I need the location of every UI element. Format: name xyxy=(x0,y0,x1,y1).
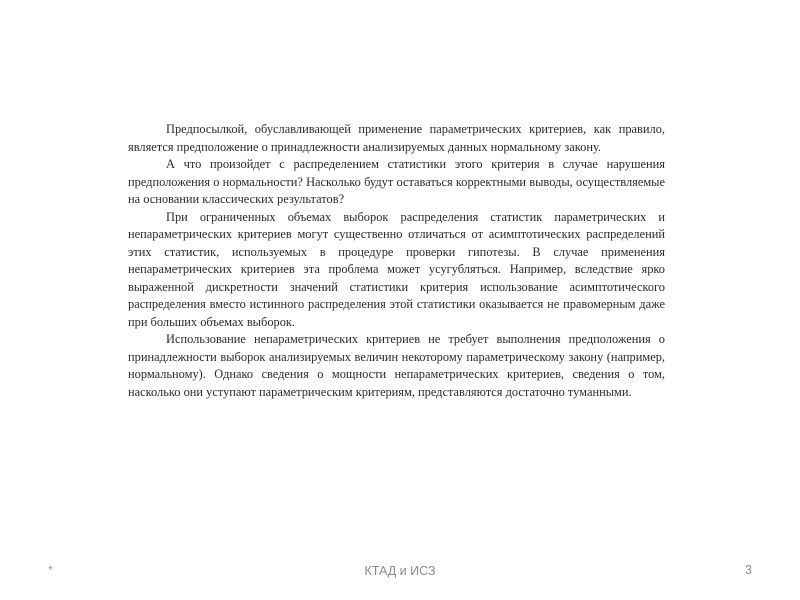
footer-marker: * xyxy=(48,563,53,577)
body-text xyxy=(128,121,665,401)
paragraph-2: А что произойдет с распределением статистики этого критерия в случае нарушения предположения о нормальности? Насколько будут оставаться корректными выводы, осуществляемые на основании классических результатов? xyxy=(128,157,665,206)
paragraph-3: При ограниченных объемах выборок распределения статистик параметрических и непараметрических критериев могут существенно отличаться от асимптотических распределений этих статистик, используемых в процедуре проверки гипотезы. В случае применения непараметрических критериев эта проблема может усугубляться. Например, вследствие ярко выраженной дискретности значений статистики критерия использование асимптотического распределения вместо истинного распределения этой статистики оказывается не правомерным даже при больших объемах выборок. xyxy=(128,209,665,329)
page-number: 3 xyxy=(745,563,752,577)
paragraph-4: Использование непараметрических критериев не требует выполнения предположения о принадлежности выборок анализируемых величин некоторому параметрическому закону (например, нормальному). Однако сведения о мощности непараметрических критериев, сведения о том, насколько они уступают параметрическим критериям, представляются достаточно туманными. xyxy=(128,332,665,399)
paragraph-1: Предпосылкой, обуславливающей применение параметрических критериев, как правило, является предположение о принадлежности анализируемых данных нормальному закону. xyxy=(128,122,665,154)
footer-title: КТАД и ИСЗ xyxy=(364,564,436,578)
